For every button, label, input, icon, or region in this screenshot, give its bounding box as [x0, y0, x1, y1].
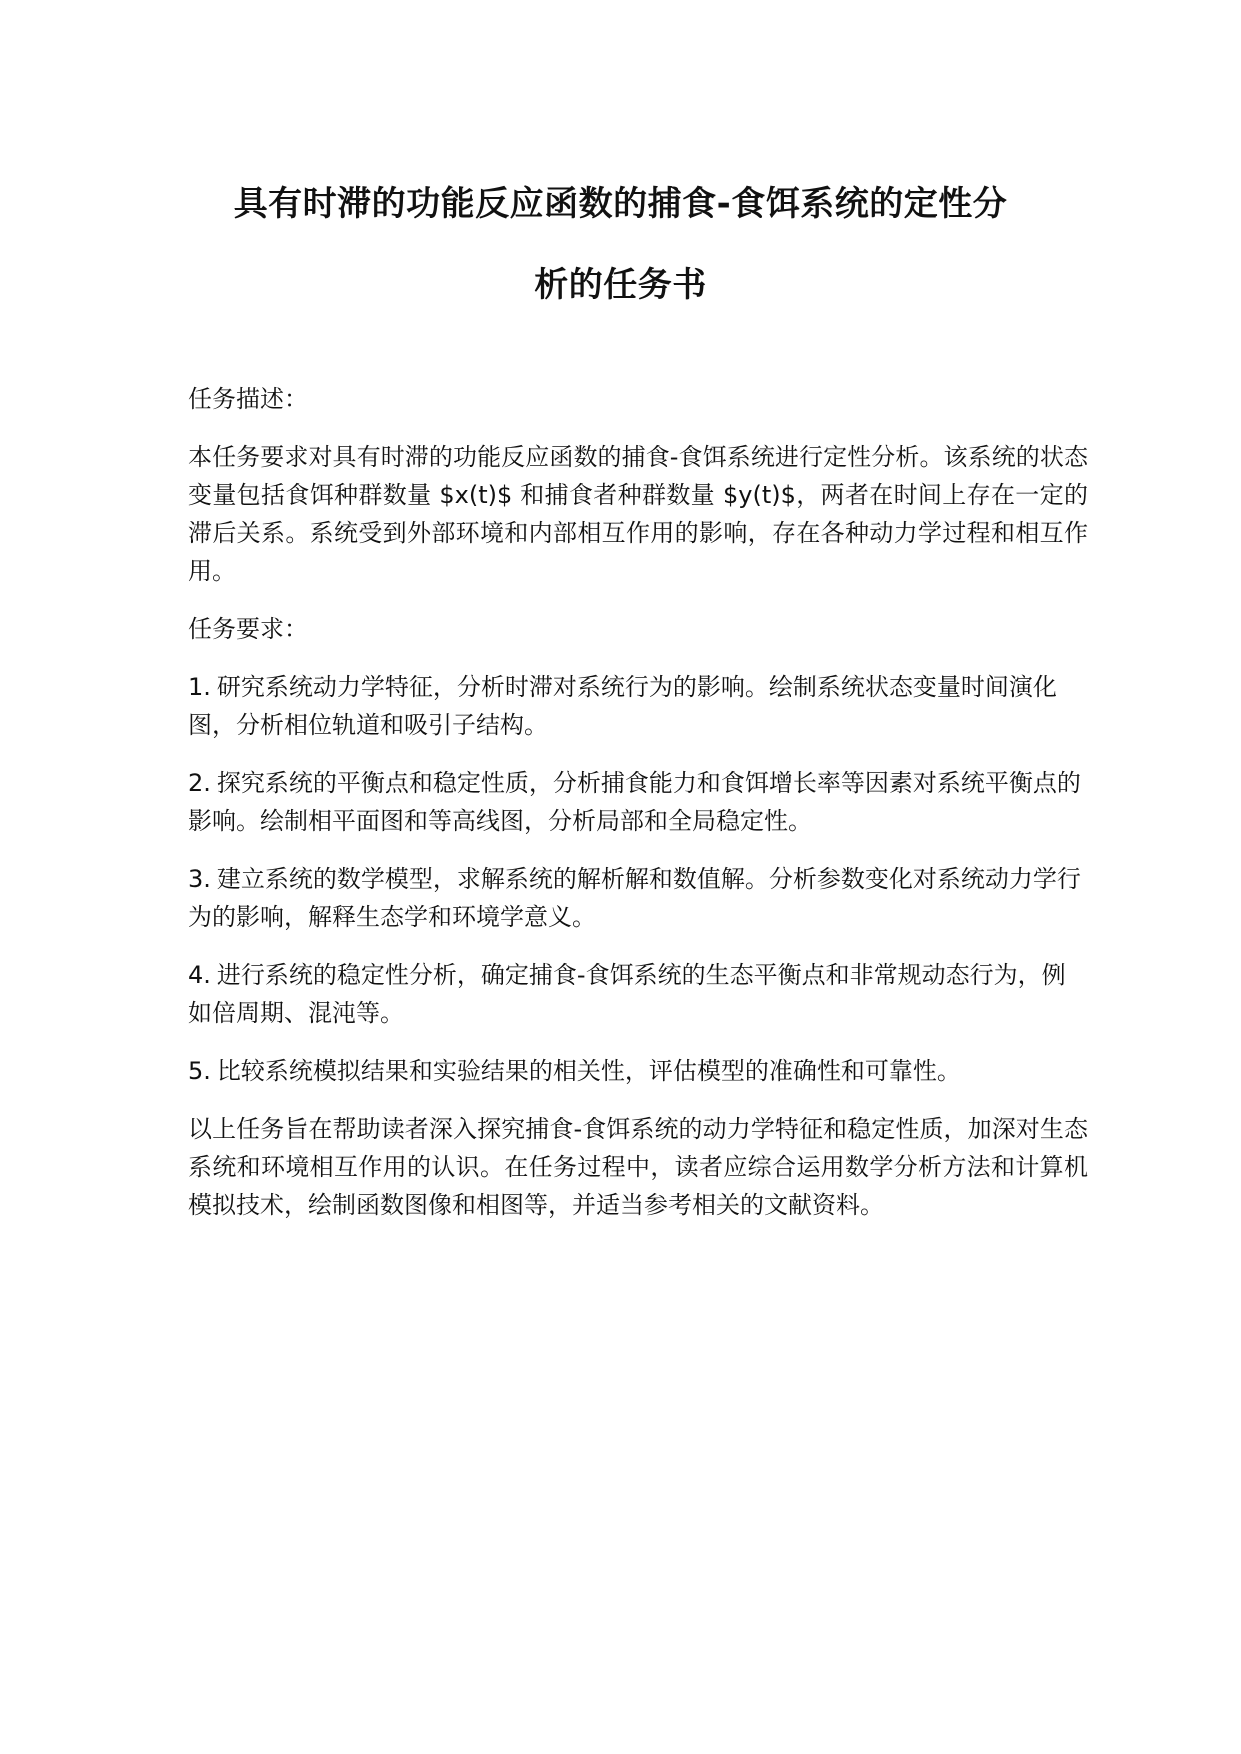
- requirement-text: 比较系统模拟结果和实验结果的相关性，评估模型的准确性和可靠性。: [216, 1057, 961, 1085]
- document-title-line-2: 析的任务书: [534, 265, 707, 305]
- requirement-text: 探究系统的平衡点和稳定性质，分析捕食能力和食饵增长率等因素对系统平衡点的影响。绘制相平面图和等高线图，分析局部和全局稳定性。: [188, 769, 1081, 835]
- requirement-text: 建立系统的数学模型，求解系统的解析解和数值解。分析参数变化对系统动力学行为的影响，解释生态学和环境学意义。: [188, 865, 1081, 931]
- document-title-line-1: 具有时滞的功能反应函数的捕食-食饵系统的定性分: [233, 184, 1008, 224]
- requirement-number: 1.: [188, 673, 211, 701]
- requirement-item: [188, 860, 1088, 936]
- requirement-item: [188, 1052, 1088, 1090]
- requirement-number: 3.: [188, 865, 211, 893]
- requirement-item: [188, 956, 1088, 1032]
- conclusion-paragraph: 以上任务旨在帮助读者深入探究捕食-食饵系统的动力学特征和稳定性质，加深对生态系统和环境相互作用的认识。在任务过程中，读者应综合运用数学分析方法和计算机模拟技术，绘制函数图像和相图等，并适当参考相关的文献资料。: [188, 1115, 1088, 1219]
- requirement-number: 2.: [188, 769, 211, 797]
- requirement-number: 4.: [188, 961, 211, 989]
- document-body: [188, 380, 1088, 1244]
- requirement-item: [188, 668, 1088, 744]
- section-heading-requirements: 任务要求：: [188, 615, 308, 643]
- description-paragraph: 本任务要求对具有时滞的功能反应函数的捕食-食饵系统进行定性分析。该系统的状态变量包括食饵种群数量 $x(t)$ 和捕食者种群数量 $y(t)$，两者在时间上存在一定的滞后关系。系统受到外部环境和内部相互作用的影响，存在各种动力学过程和相互作用。: [188, 443, 1088, 585]
- requirement-item: [188, 764, 1088, 840]
- section-heading-description: 任务描述：: [188, 385, 308, 413]
- requirement-number: 5.: [188, 1057, 211, 1085]
- requirement-text: 研究系统动力学特征，分析时滞对系统行为的影响。绘制系统状态变量时间演化图，分析相位轨道和吸引子结构。: [188, 673, 1057, 739]
- requirement-text: 进行系统的稳定性分析，确定捕食-食饵系统的生态平衡点和非常规动态行为，例如倍周期、混沌等。: [188, 961, 1066, 1027]
